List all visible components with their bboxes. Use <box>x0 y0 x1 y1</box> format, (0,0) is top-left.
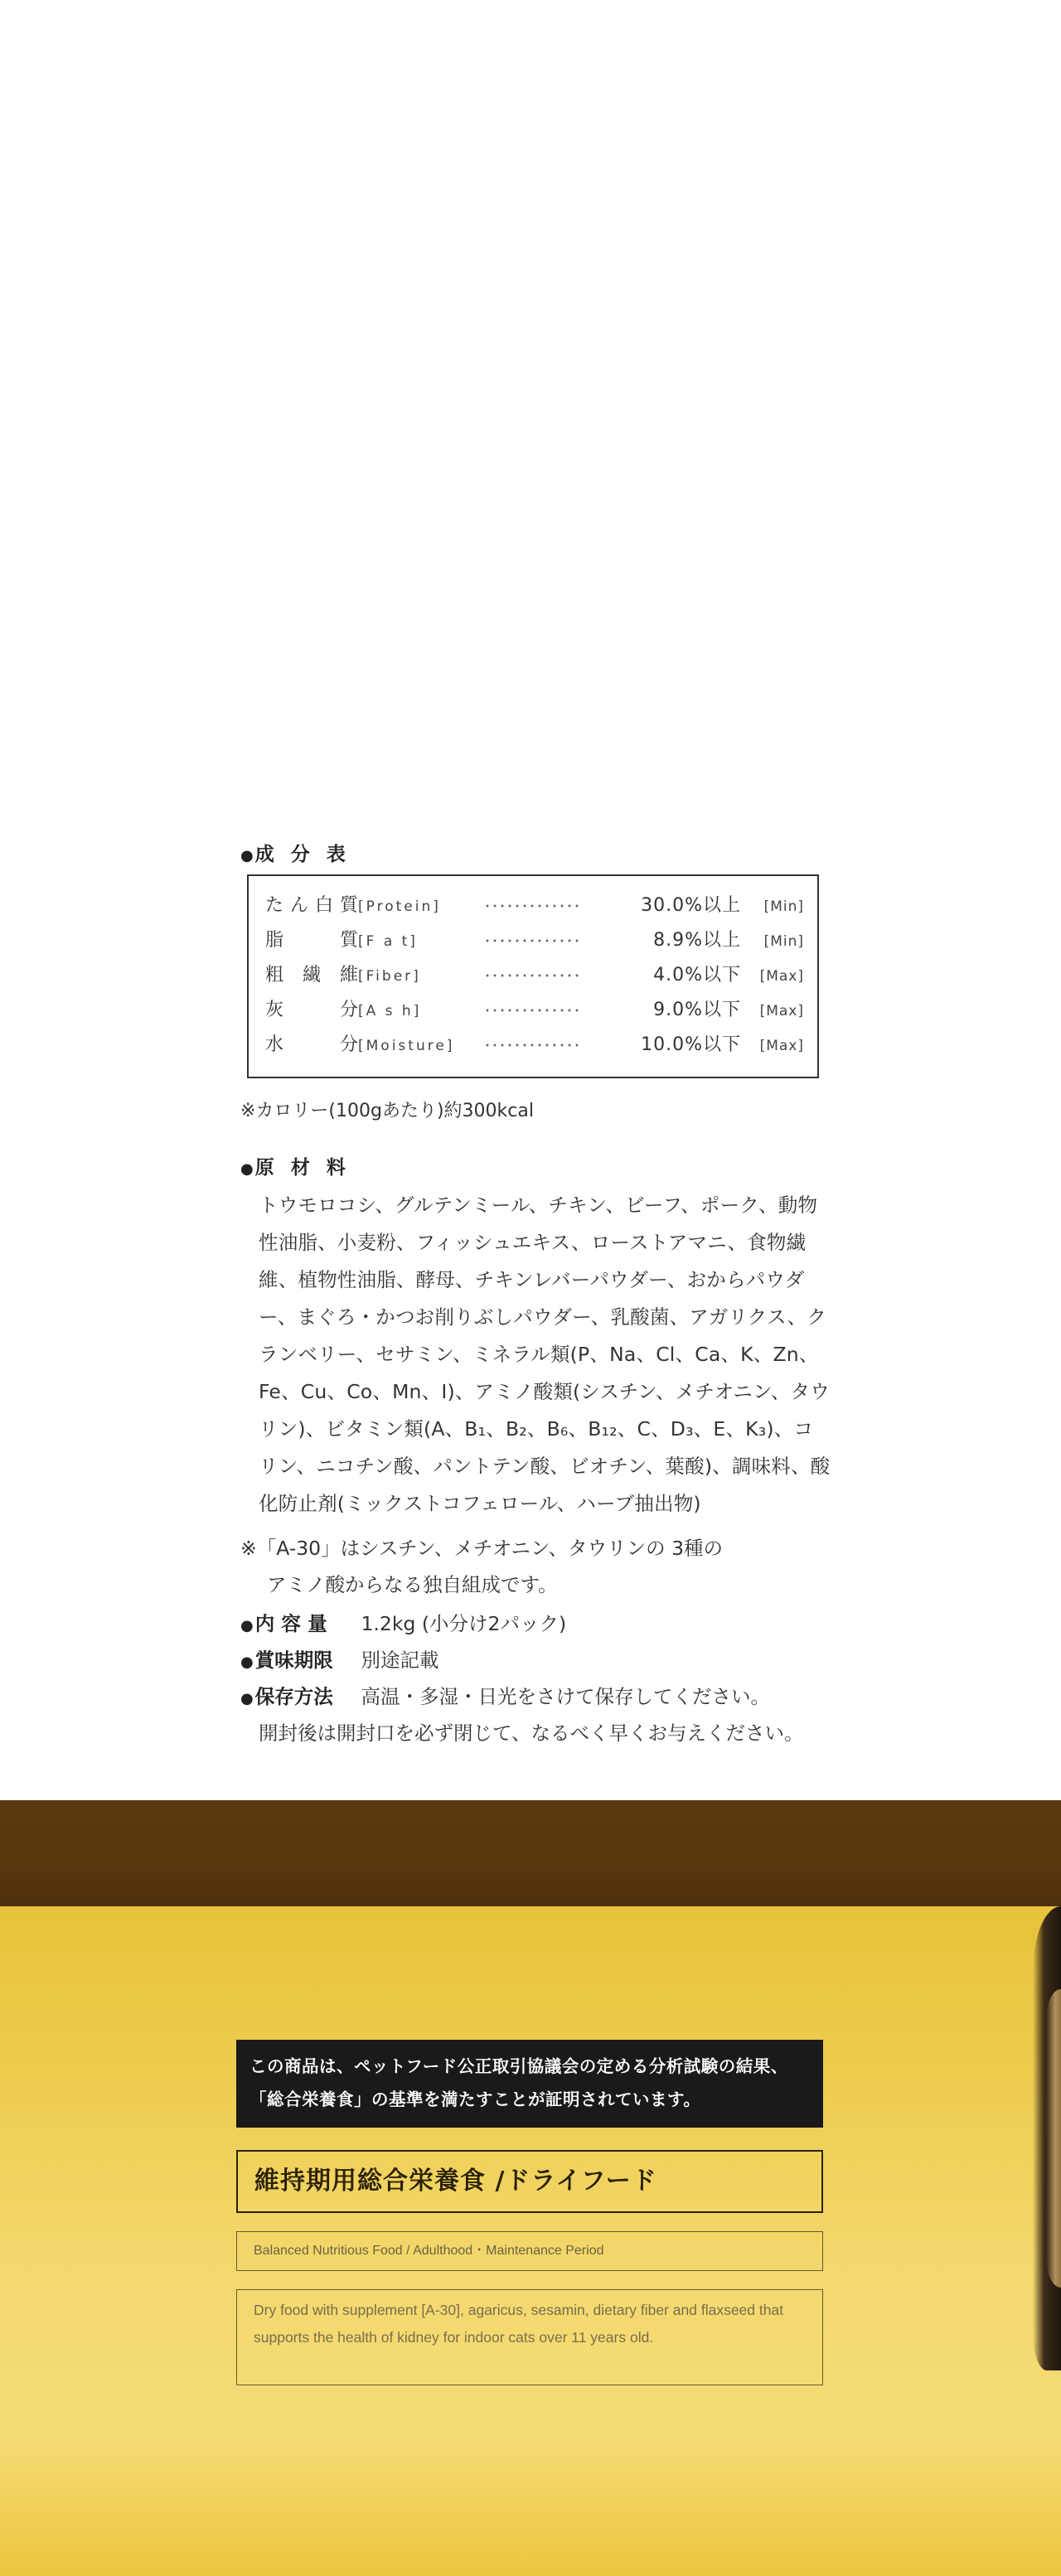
analysis-row-fiber: 粗 繊 維 [Fiber] ･････････････ 4.0%以下 [Max] <box>265 965 804 985</box>
analysis-row-moisture: 水 分 [Moisture] ･････････････ 10.0%以下 [Max] <box>265 1034 804 1055</box>
english-description-box: Dry food with supplement [A-30], agaricus, sesamin, dietary fiber and flaxseed that supports the health of kidney for indoor cats over 11 years old. <box>236 2289 823 2385</box>
bullet-icon: ● <box>240 1617 254 1634</box>
ingredients-heading: ●原 材 料 <box>240 1157 351 1179</box>
bullet-icon: ● <box>240 1654 254 1671</box>
certification-box: この商品は、ペットフード公正取引協議会の定める分析試験の結果、「総合栄養食」の基準を満たすことが証明されています。 <box>236 2040 823 2128</box>
bullet-icon: ● <box>240 1160 254 1178</box>
english-type-box: Balanced Nutritious Food / Adulthood・Maintenance Period <box>236 2231 823 2271</box>
calorie-note: ※カロリー(100gあたり)約300kcal <box>240 1101 534 1121</box>
analysis-row-ash: 灰 分 [A s h] ･････････････ 9.0%以下 [Max] <box>265 1000 804 1020</box>
analysis-heading: ●成 分 表 <box>240 844 351 865</box>
analysis-row-fat: 脂 質 [F a t] ･････････････ 8.9%以上 [Min] <box>265 930 804 951</box>
ingredients-text: トウモロコシ、グルテンミール、チキン、ビーフ、ポーク、動物性油脂、小麦粉、フィッシュエキス、ローストアマニ、食物繊維、植物性油脂、酵母、チキンレバーパウダー、おからパウダー、まぐろ・かつお削りぶしパウダー、乳酸菌、アガリクス、クランベリー、セサミン、ミネラル類(P、Na、Cl、Ca、K、Zn、Fe、Cu、Co、Mn、I)、アミノ酸類(シスチン、メチオニン、タウリン)、ビタミン類(A、B₁、B₂、B₆、B₁₂、C、D₃、E、K₃)、コリン、ニコチン酸、パントテン酸、ビオチン、葉酸)、調味料、酸化防止剤(ミックストコフェロール、ハーブ抽出物) <box>259 1194 831 1515</box>
storage-spec-line2: 開封後は開封口を必ず閉じて、なるべく早くお与えください。 <box>259 1721 804 1745</box>
cat-photo-highlight <box>1046 1989 1061 2288</box>
content-spec: ●内 容 量 1.2kg (小分け2パック) <box>240 1612 567 1635</box>
analysis-table <box>247 874 819 1078</box>
bullet-icon: ● <box>240 1690 254 1707</box>
bullet-icon: ● <box>240 847 254 864</box>
analysis-row-protein: た ん 白 質 [Protein] ･････････････ 30.0%以上 [Min] <box>265 895 804 916</box>
storage-spec: ●保存方法 高温・多湿・日光をさけて保存してください。 <box>240 1685 770 1708</box>
brown-band <box>0 1800 1061 1906</box>
food-type-box: 維持期用総合栄養食 /ドライフード <box>236 2150 823 2213</box>
expiry-spec: ●賞味期限 別途記載 <box>240 1649 439 1672</box>
a30-note: ※「A-30」はシスチン、メチオニン、タウリンの 3種の アミノ酸からなる独自組成です。 <box>240 1537 724 1596</box>
